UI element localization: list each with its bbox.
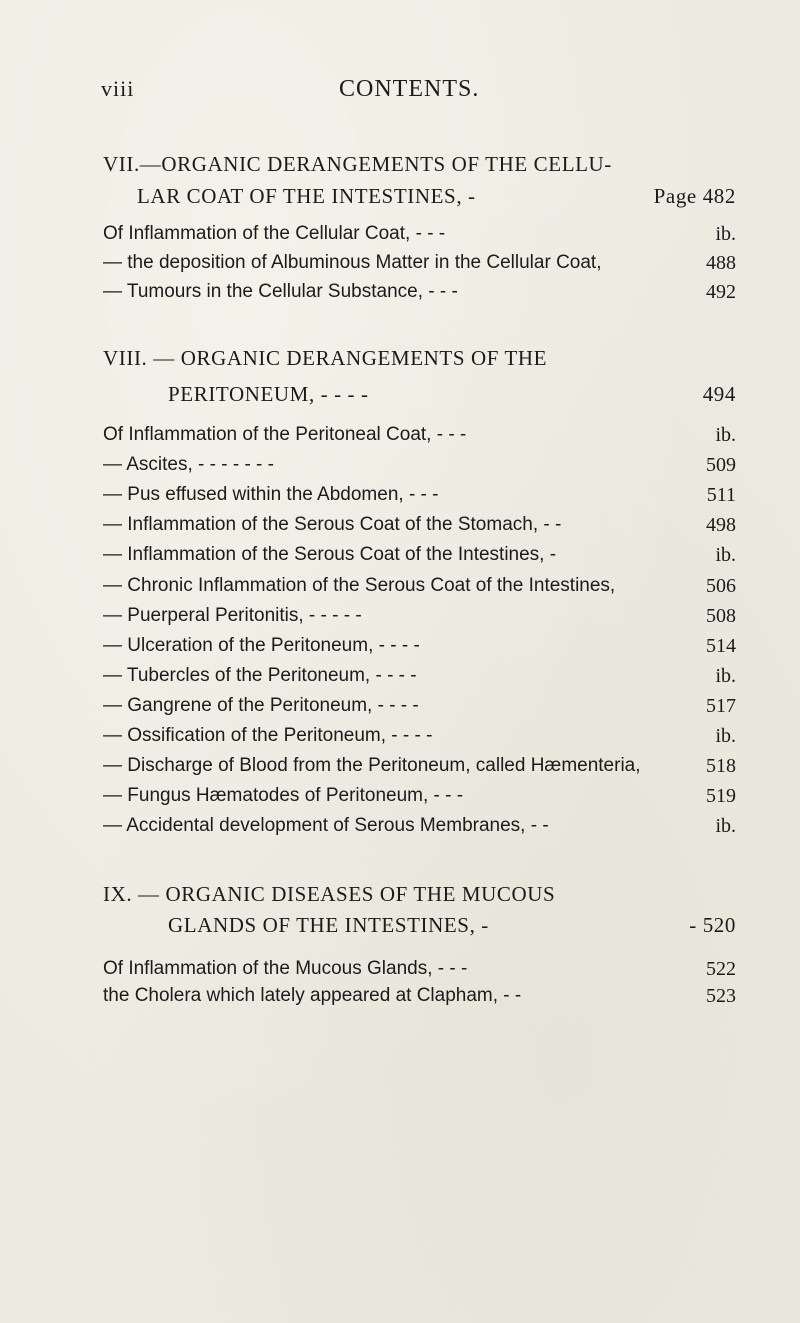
section-ix-heading-text2: GLANDS OF THE INTESTINES, - [168, 913, 489, 937]
section-ix-page: - 520 [689, 913, 736, 937]
entry-page: 523 [706, 985, 736, 1007]
toc-entry [103, 424, 736, 454]
entry-page: 522 [706, 958, 736, 980]
entry-title: — Fungus Hæmatodes of Peritoneum, - - - [103, 785, 464, 806]
entry-title: — Inflammation of the Serous Coat of the Intestines, - [103, 544, 557, 565]
section-viii-heading-text2: PERITONEUM, - - - - [168, 382, 369, 406]
section-vii-page: Page 482 [653, 184, 736, 208]
entry-page: 488 [706, 252, 736, 274]
toc-entry [103, 575, 736, 605]
toc-entry [103, 785, 736, 815]
toc-entry [103, 958, 736, 988]
entry-page: 517 [706, 695, 736, 717]
entry-page: ib. [715, 223, 736, 245]
entry-title: — Inflammation of the Serous Coat of the Stomach, - - [103, 514, 562, 535]
entry-page: 509 [706, 454, 736, 476]
entry-page: ib. [715, 725, 736, 747]
entry-page: ib. [715, 815, 736, 837]
section-vii-heading-line2 [137, 184, 736, 209]
toc-entry [103, 635, 736, 665]
entry-title: Of Inflammation of the Cellular Coat, - - - [103, 223, 446, 244]
section-vii-heading-text2: LAR COAT OF THE INTESTINES, - [137, 184, 476, 208]
section-vii-heading-line1 [103, 152, 612, 177]
entry-page: ib. [715, 665, 736, 687]
entry-title: — the deposition of Albuminous Matter in the Cellular Coat, [103, 252, 602, 273]
section-viii-heading-line2 [168, 382, 736, 407]
entry-page: 506 [706, 575, 736, 597]
entry-page: ib. [715, 424, 736, 446]
entry-title: — Ascites, - - - - - - - [103, 454, 274, 475]
entry-page: 518 [706, 755, 736, 777]
toc-entry [103, 665, 736, 695]
section-viii-page: 494 [702, 382, 736, 406]
page-folio: viii [101, 76, 135, 101]
section-vii-heading-text1: VII.—ORGANIC DERANGEMENTS OF THE CELLU- [103, 152, 612, 176]
entry-title: — Chronic Inflammation of the Serous Coat of the Intestines, [103, 575, 616, 596]
entry-page: 508 [706, 605, 736, 627]
toc-entry [103, 985, 736, 1015]
toc-entry [103, 815, 736, 845]
toc-entry [103, 484, 736, 514]
toc-entry [103, 544, 736, 574]
entry-title: — Pus effused within the Abdomen, - - - [103, 484, 439, 505]
toc-entry [103, 755, 736, 785]
toc-entry [103, 454, 736, 484]
section-ix-heading-line2 [168, 913, 736, 938]
toc-entry [103, 605, 736, 635]
toc-entry [103, 725, 736, 755]
entry-page: ib. [715, 544, 736, 566]
toc-entry [103, 281, 736, 311]
entry-page: 519 [706, 785, 736, 807]
entry-page: 498 [706, 514, 736, 536]
entry-page: 492 [706, 281, 736, 303]
section-viii-heading-line1 [103, 346, 547, 371]
section-ix-heading-line1 [103, 882, 555, 907]
section-viii-heading-text1: VIII. — ORGANIC DERANGEMENTS OF THE [103, 346, 548, 370]
entry-title: the Cholera which lately appeared at Clapham, - - [103, 985, 522, 1006]
entry-page: 511 [706, 484, 736, 506]
section-ix-heading-text1: IX. — ORGANIC DISEASES OF THE MUCOUS [103, 882, 556, 906]
entry-title: — Ulceration of the Peritoneum, - - - - [103, 635, 420, 656]
toc-entry [103, 514, 736, 544]
toc-entry [103, 695, 736, 725]
toc-entry [103, 252, 736, 282]
entry-title: — Discharge of Blood from the Peritoneum, called Hæmenteria, [103, 755, 641, 776]
entry-title: — Ossification of the Peritoneum, - - - - [103, 725, 433, 746]
entry-title: — Tumours in the Cellular Substance, - - - [103, 281, 458, 302]
entry-title: Of Inflammation of the Mucous Glands, - - - [103, 958, 468, 979]
entry-title: — Tubercles of the Peritoneum, - - - - [103, 665, 417, 686]
running-title: CONTENTS. [339, 76, 480, 102]
entry-title: — Gangrene of the Peritoneum, - - - - [103, 695, 419, 716]
toc-entry [103, 223, 736, 253]
entry-title: — Puerperal Peritonitis, - - - - - [103, 605, 362, 626]
entry-title: Of Inflammation of the Peritoneal Coat, - - - [103, 424, 467, 445]
entry-page: 514 [706, 635, 736, 657]
entry-title: — Accidental development of Serous Membranes, - - [103, 815, 549, 836]
